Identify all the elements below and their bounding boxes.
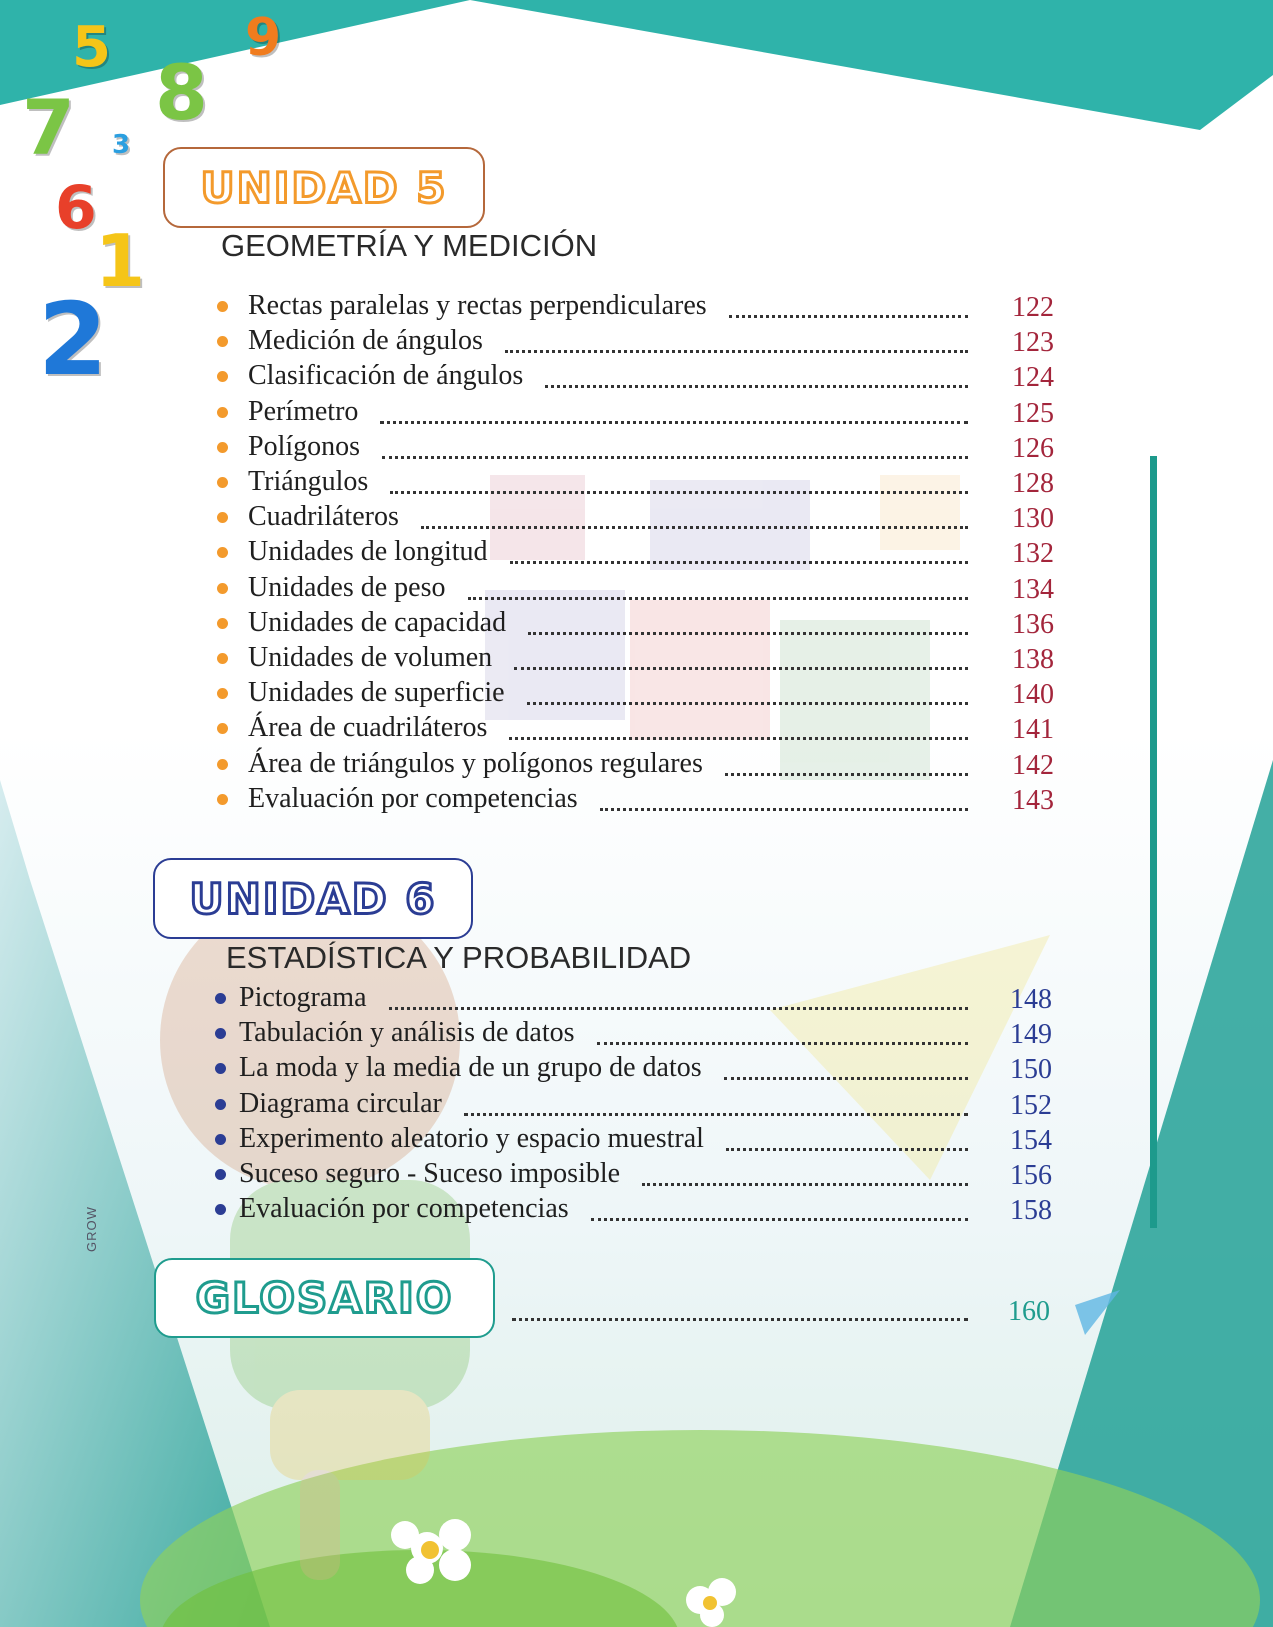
unit-6-page-number: 154	[1010, 1124, 1052, 1156]
unit-5-leader-dots	[514, 667, 968, 670]
unit-5-bullet-icon	[217, 477, 228, 488]
unit-5-page-number: 124	[1012, 362, 1054, 394]
unit-5-leader-dots	[527, 702, 968, 705]
unit-6-bullet-icon	[215, 1134, 226, 1145]
unit-5-page-number: 132	[1012, 538, 1054, 570]
unit-5-toc-row	[0, 606, 1273, 640]
unit-6-leader-dots	[389, 1007, 968, 1010]
unit-5-leader-dots	[421, 526, 968, 529]
unit-5-toc-row	[0, 676, 1273, 710]
unit-5-bullet-icon	[217, 653, 228, 664]
unit-6-toc-row	[0, 1157, 1273, 1191]
unit-5-page-number: 141	[1012, 714, 1054, 746]
unit-5-bullet-icon	[217, 336, 228, 347]
unit-5-toc-row	[0, 500, 1273, 534]
unit-5-leader-dots	[505, 350, 968, 353]
unit-5-toc-row	[0, 430, 1273, 464]
unit-5-bullet-icon	[217, 371, 228, 382]
unit-5-leader-dots	[468, 597, 968, 600]
unit-5-topic-title: Unidades de longitud	[248, 536, 488, 568]
glossary-leader-dots	[512, 1318, 968, 1321]
unit-5-topic-title: Unidades de peso	[248, 571, 446, 603]
unit-6-toc-row	[0, 1087, 1273, 1121]
unit-5-bullet-icon	[217, 547, 228, 558]
unit-6-bullet-icon	[215, 1204, 226, 1215]
unit-5-leader-dots	[600, 808, 968, 811]
unit-6-toc-row	[0, 1192, 1273, 1226]
unit-5-bullet-icon	[217, 512, 228, 523]
unit-5-topic-title: Polígonos	[248, 430, 361, 462]
unit-5-page-number: 125	[1012, 397, 1054, 429]
unit-6-toc-row	[0, 981, 1273, 1015]
unit-5-bullet-icon	[217, 794, 228, 805]
unit-5-topic-title: Área de cuadriláteros	[248, 712, 488, 744]
unit-5-leader-dots	[509, 737, 968, 740]
unit-6-topic-title: Suceso seguro - Suceso imposible	[239, 1158, 621, 1189]
unit-5-page-number: 143	[1012, 784, 1054, 816]
unit-5-toc-row	[0, 535, 1273, 569]
unit-5-topic-title: Rectas paralelas y rectas perpendiculares	[248, 290, 707, 321]
unit-5-toc-row	[0, 571, 1273, 605]
unit-5-topic-title: Unidades de superficie	[248, 677, 505, 709]
unit-5-leader-dots	[729, 315, 968, 318]
unit-5-topic-title: Unidades de capacidad	[248, 606, 507, 638]
unit-5-toc-row	[0, 395, 1273, 429]
unit-5-toc-row	[0, 289, 1273, 323]
unit-5-page-number: 134	[1012, 573, 1054, 605]
unit-5-toc-row	[0, 324, 1273, 358]
decor-number-3: 3	[112, 130, 131, 160]
decor-number-1: 1	[95, 219, 146, 303]
unit-5-page-number: 140	[1012, 679, 1054, 711]
unit-5-page-number: 142	[1012, 749, 1054, 781]
unit-6-toc-row	[0, 1016, 1273, 1050]
unit-6-topic-title: La moda y la media de un grupo de datos	[239, 1052, 702, 1084]
unit-5-leader-dots	[545, 385, 968, 388]
right-side-bar	[1150, 456, 1157, 1228]
unit-5-topic-title: Perímetro	[248, 395, 359, 427]
glossary-label: GLOSARIO	[195, 1273, 454, 1323]
unit-6-label: UNIDAD 6	[189, 874, 437, 923]
unit-5-page-number: 123	[1012, 327, 1054, 359]
unit-6-bullet-icon	[215, 993, 226, 1004]
unit-6-topic-title: Evaluación por competencias	[239, 1193, 569, 1225]
unit-6-topic-title: Pictograma	[239, 982, 367, 1013]
unit-6-badge	[153, 858, 473, 939]
glossary-badge	[154, 1258, 495, 1338]
unit-5-badge	[163, 147, 485, 228]
unit-6-toc-row	[0, 1122, 1273, 1156]
unit-5-bullet-icon	[217, 723, 228, 734]
unit-5-topic-title: Unidades de volumen	[248, 642, 493, 673]
unit-5-leader-dots	[380, 421, 968, 424]
unit-5-leader-dots	[510, 561, 968, 564]
unit-6-bullet-icon	[215, 1063, 226, 1074]
unit-5-topic-title: Evaluación por competencias	[248, 782, 578, 814]
unit-6-page-number: 152	[1010, 1089, 1052, 1121]
unit-5-page-number: 130	[1012, 503, 1054, 535]
unit-5-toc-row	[0, 747, 1273, 781]
unit-6-page-number: 149	[1010, 1019, 1052, 1051]
decor-number-9: 9	[245, 8, 282, 68]
unit-5-leader-dots	[528, 632, 968, 635]
unit-5-label: UNIDAD 5	[200, 163, 448, 212]
unit-5-leader-dots	[382, 456, 968, 459]
decor-number-7: 7	[22, 83, 75, 172]
unit-6-leader-dots	[642, 1183, 968, 1186]
unit-5-bullet-icon	[217, 759, 228, 770]
unit-6-page-number: 148	[1010, 984, 1052, 1015]
unit-6-leader-dots	[724, 1077, 968, 1080]
decor-number-2: 2	[38, 281, 108, 398]
unit-6-leader-dots	[464, 1113, 968, 1116]
unit-5-topic-title: Medición de ángulos	[248, 325, 483, 357]
unit-6-page-number: 158	[1010, 1195, 1052, 1227]
unit-5-leader-dots	[725, 773, 968, 776]
unit-5-topic-title: Cuadriláteros	[248, 501, 399, 533]
unit-5-page-number: 136	[1012, 608, 1054, 640]
unit-5-topic-title: Clasificación de ángulos	[248, 360, 524, 392]
unit-6-bullet-icon	[215, 1099, 226, 1110]
unit-6-toc-row	[0, 1051, 1273, 1085]
unit-5-toc-row	[0, 711, 1273, 745]
unit-6-topic-title: Experimento aleatorio y espacio muestral	[239, 1122, 704, 1154]
unit-5-topic-title: Área de triángulos y polígonos regulares	[248, 747, 703, 779]
unit-5-toc-row	[0, 465, 1273, 499]
unit-5-title: GEOMETRÍA Y MEDICIÓN	[221, 228, 598, 263]
unit-6-topic-title: Tabulación y análisis de datos	[239, 1017, 575, 1049]
unit-6-page-number: 156	[1010, 1160, 1052, 1191]
unit-5-bullet-icon	[217, 442, 228, 453]
unit-6-leader-dots	[591, 1218, 968, 1221]
publisher-name: GROW	[84, 1206, 99, 1252]
unit-5-bullet-icon	[217, 407, 228, 418]
unit-6-leader-dots	[597, 1042, 968, 1045]
decor-number-8: 8	[155, 48, 208, 137]
unit-5-page-number: 128	[1012, 468, 1054, 499]
unit-5-toc-row	[0, 782, 1273, 816]
publisher-logo	[84, 1206, 114, 1292]
unit-6-leader-dots	[726, 1148, 968, 1151]
unit-5-topic-title: Triángulos	[248, 466, 369, 497]
unit-5-page-number: 138	[1012, 644, 1054, 675]
unit-5-bullet-icon	[217, 301, 228, 312]
unit-5-page-number: 122	[1012, 292, 1054, 323]
unit-5-leader-dots	[390, 491, 968, 494]
glossary-page-number: 160	[1008, 1296, 1050, 1327]
unit-5-toc-row	[0, 641, 1273, 675]
unit-5-bullet-icon	[217, 688, 228, 699]
unit-6-page-number: 150	[1010, 1054, 1052, 1086]
decor-number-6: 6	[55, 173, 97, 243]
unit-5-toc-row	[0, 359, 1273, 393]
unit-5-bullet-icon	[217, 618, 228, 629]
unit-6-bullet-icon	[215, 1169, 226, 1180]
unit-5-page-number: 126	[1012, 432, 1054, 464]
decor-number-5: 5	[72, 15, 111, 80]
unit-6-title: ESTADÍSTICA Y PROBABILIDAD	[226, 940, 692, 975]
unit-5-bullet-icon	[217, 583, 228, 594]
unit-6-bullet-icon	[215, 1028, 226, 1039]
unit-6-topic-title: Diagrama circular	[239, 1087, 442, 1119]
